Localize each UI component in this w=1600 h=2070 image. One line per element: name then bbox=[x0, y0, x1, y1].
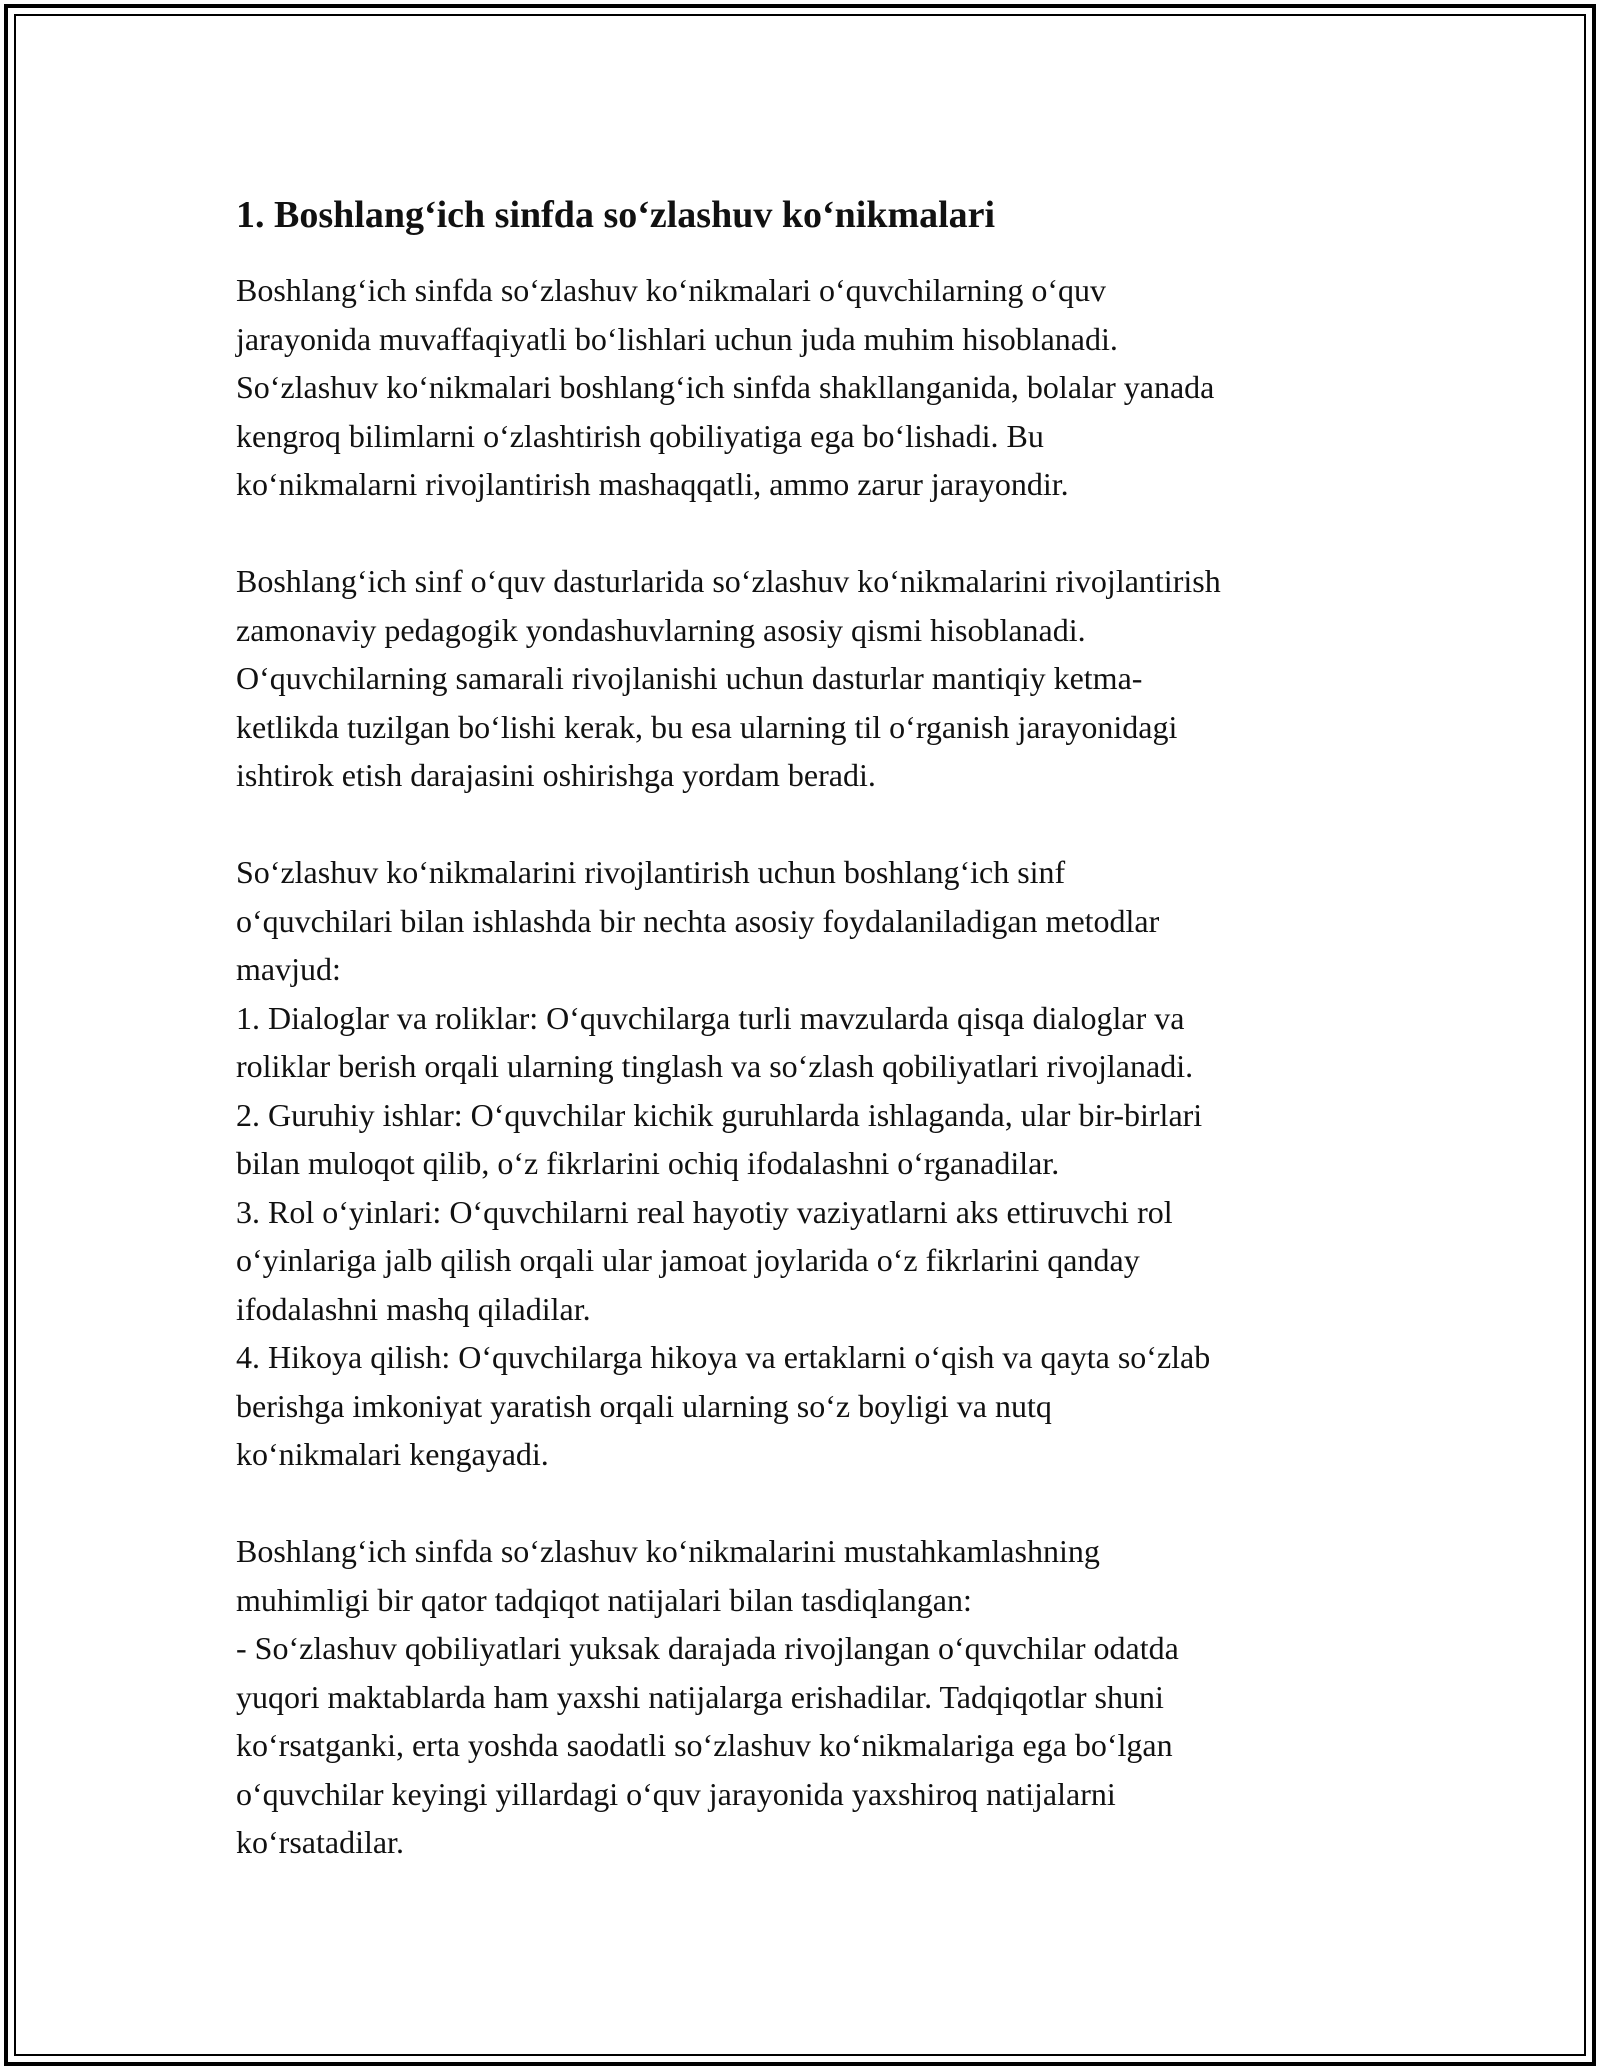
paragraphs-container bbox=[236, 266, 1376, 1867]
text-line: ko‘rsatadilar. bbox=[236, 1824, 404, 1860]
text-line: o‘yinlariga jalb qilish orqali ular jamoat joylarida o‘z fikrlarini qanday bbox=[236, 1242, 1140, 1278]
text-line: o‘quvchilari bilan ishlashda bir nechta asosiy foydalaniladigan metodlar bbox=[236, 902, 1160, 939]
text-line: berishga imkoniyat yaratish orqali ularning so‘z boyligi va nutq bbox=[236, 1387, 1052, 1424]
text-line: ko‘nikmalari kengayadi. bbox=[236, 1436, 549, 1472]
text-line: 4. Hikoya qilish: O‘quvchilarga hikoya va ertaklarni o‘qish va qayta so‘zlab bbox=[236, 1339, 1211, 1375]
text-line: ishtirok etish darajasini oshirishga yordam beradi. bbox=[236, 757, 876, 793]
text-line: bilan muloqot qilib, o‘z fikrlarini ochiq ifodalashni o‘rganadilar. bbox=[236, 1145, 1060, 1181]
paragraph bbox=[236, 557, 1376, 800]
text-line: kengroq bilimlarni o‘zlashtirish qobiliyatiga ega bo‘lishadi. Bu bbox=[236, 417, 1044, 454]
text-line: 2. Guruhiy ishlar: O‘quvchilar kichik guruhlarda ishlaganda, ular bir-birlari bbox=[236, 1096, 1203, 1133]
text-line: ketlikda tuzilgan bo‘lishi kerak, bu esa ularning til o‘rganish jarayonidagi bbox=[236, 708, 1178, 745]
text-line: Boshlang‘ich sinfda so‘zlashuv ko‘nikmalari o‘quvchilarning o‘quv bbox=[236, 272, 1107, 308]
text-line: So‘zlashuv ko‘nikmalarini rivojlantirish uchun boshlang‘ich sinf bbox=[236, 854, 1066, 890]
document-body bbox=[236, 190, 1376, 1867]
text-line: jarayonida muvaffaqiyatli bo‘lishlari uchun juda muhim hisoblanadi. bbox=[236, 320, 1118, 357]
text-line: muhimligi bir qator tadqiqot natijalari bilan tasdiqlangan: bbox=[236, 1581, 972, 1618]
text-line: - So‘zlashuv qobiliyatlari yuksak darajada rivojlangan o‘quvchilar odatda bbox=[236, 1630, 1179, 1666]
text-line: Boshlang‘ich sinfda so‘zlashuv ko‘nikmalarini mustahkamlashning bbox=[236, 1533, 1100, 1569]
text-line: ko‘rsatganki, erta yoshda saodatli so‘zlashuv ko‘nikmalariga ega bo‘lgan bbox=[236, 1727, 1173, 1763]
text-line: ifodalashni mashq qiladilar. bbox=[236, 1290, 591, 1327]
text-line: o‘quvchilar keyingi yillardagi o‘quv jarayonida yaxshiroq natijalarni bbox=[236, 1775, 1116, 1812]
paragraph bbox=[236, 266, 1376, 509]
text-line: 1. Dialoglar va roliklar: O‘quvchilarga turli mavzularda qisqa dialoglar va bbox=[236, 999, 1185, 1036]
text-line: So‘zlashuv ko‘nikmalari boshlang‘ich sinfda shakllanganida, bolalar yanada bbox=[236, 369, 1215, 405]
text-line: 3. Rol o‘yinlari: O‘quvchilarni real hayotiy vaziyatlarni aks ettiruvchi rol bbox=[236, 1193, 1173, 1230]
text-line: roliklar berish orqali ularning tinglash va so‘zlash qobiliyatlari rivojlanadi. bbox=[236, 1048, 1194, 1084]
text-line: O‘quvchilarning samarali rivojlanishi uchun dasturlar mantiqiy ketma- bbox=[236, 660, 1143, 696]
text-line: mavjud: bbox=[236, 951, 341, 987]
section-heading: 1. Boshlang‘ich sinfda so‘zlashuv ko‘nikmalari bbox=[236, 194, 996, 236]
paragraph bbox=[236, 1527, 1376, 1867]
text-line: zamonaviy pedagogik yondashuvlarning asosiy qismi hisoblanadi. bbox=[236, 611, 1086, 648]
text-line: Boshlang‘ich sinf o‘quv dasturlarida so‘zlashuv ko‘nikmalarini rivojlantirish bbox=[236, 563, 1221, 599]
text-line: yuqori maktablarda ham yaxshi natijalarga erishadilar. Tadqiqotlar shuni bbox=[236, 1678, 1164, 1715]
paragraph bbox=[236, 848, 1376, 1479]
text-line: ko‘nikmalarni rivojlantirish mashaqqatli, ammo zarur jarayondir. bbox=[236, 466, 1069, 502]
